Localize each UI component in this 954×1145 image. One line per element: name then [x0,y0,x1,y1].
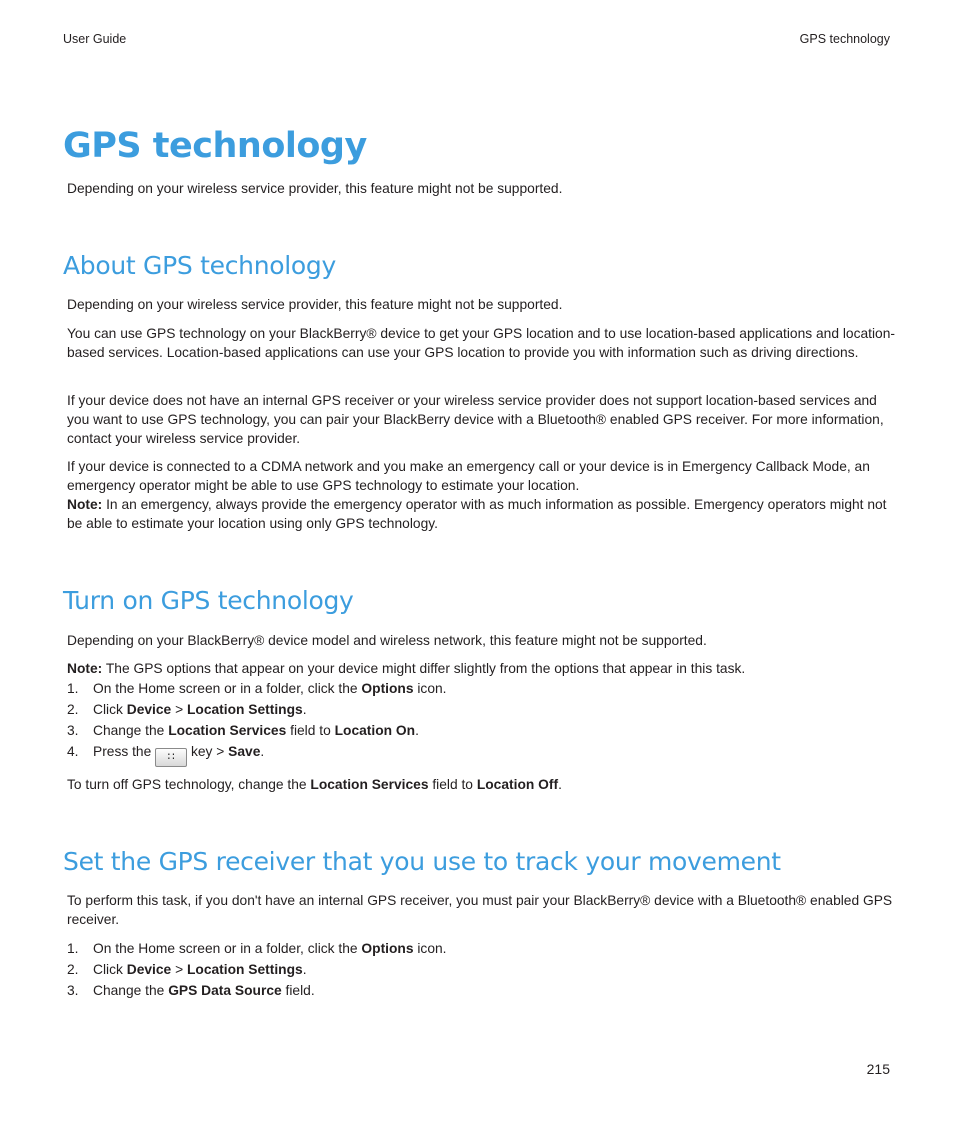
step-text: Press the ∷ key > Save. [93,741,264,767]
step-number: 3. [67,723,79,738]
note-label: Note: [67,661,103,676]
list-item [67,980,897,1001]
receiver-paragraph-1: To perform this task, if you don't have an internal GPS receiver, you must pair your BlackBerry® device with a Bluetooth® enabled GPS receiver. [67,893,893,927]
note-text: In an emergency, always provide the emergency operator with as much information as possible. Emergency operators might not be able to estimate your location using only GPS technology. [67,497,887,531]
list-item [67,959,897,980]
section-heading-receiver: Set the GPS receiver that you use to track your movement [63,847,781,876]
step-number: 2. [67,962,79,977]
step-text: Click Device > Location Settings. [93,962,307,977]
turn-on-steps [67,678,897,762]
step-number: 3. [67,983,79,998]
about-paragraph-1: Depending on your wireless service provider, this feature might not be supported. [67,297,563,312]
step-text: On the Home screen or in a folder, click the Options icon. [93,941,447,956]
step-number: 2. [67,702,79,717]
list-item [67,741,897,762]
about-paragraph-2: You can use GPS technology on your BlackBerry® device to get your GPS location and to use location-based applications and location-based services. Location-based applications can use your GPS location to provide you with information such as driving directions. [67,326,896,360]
step-number: 1. [67,681,79,696]
step-text: Change the GPS Data Source field. [93,983,315,998]
step-number: 4. [67,744,79,759]
step-text: On the Home screen or in a folder, click the Options icon. [93,681,447,696]
page-title: GPS technology [63,126,367,166]
page-number: 215 [866,1061,890,1077]
running-header-left: User Guide [63,32,127,46]
step-text: Change the Location Services field to Location On. [93,723,419,738]
list-item [67,678,897,699]
step-number: 1. [67,941,79,956]
running-header-right: GPS technology [799,32,890,46]
turn-off-paragraph: To turn off GPS technology, change the Location Services field to Location Off. [67,777,562,792]
about-paragraph-4 [67,457,897,533]
note-label: Note: [67,497,103,512]
turn-on-note [67,659,897,678]
list-item [67,938,897,959]
blackberry-menu-key-icon: ∷ [155,748,187,767]
step-text: Click Device > Location Settings. [93,702,307,717]
list-item [67,699,897,720]
section-heading-turn-on: Turn on GPS technology [63,586,354,615]
list-item [67,720,897,741]
note-text: The GPS options that appear on your device might differ slightly from the options that appear in this task. [102,661,746,676]
about-paragraph-3: If your device does not have an internal GPS receiver or your wireless service provider does not support location-based services and you want to use GPS technology, you can pair your BlackBerry device with a Bluetooth® enabled GPS receiver. For more information, contact your wireless service provider. [67,393,884,446]
turn-on-paragraph-1: Depending on your BlackBerry® device model and wireless network, this feature might not be supported. [67,633,707,648]
intro-paragraph: Depending on your wireless service provider, this feature might not be supported. [67,181,563,196]
about-paragraph-4-text: If your device is connected to a CDMA network and you make an emergency call or your device is in Emergency Callback Mode, an emergency operator might be able to use GPS technology to estimate your location. [67,459,870,493]
section-heading-about: About GPS technology [63,251,336,280]
receiver-steps [67,938,897,1001]
